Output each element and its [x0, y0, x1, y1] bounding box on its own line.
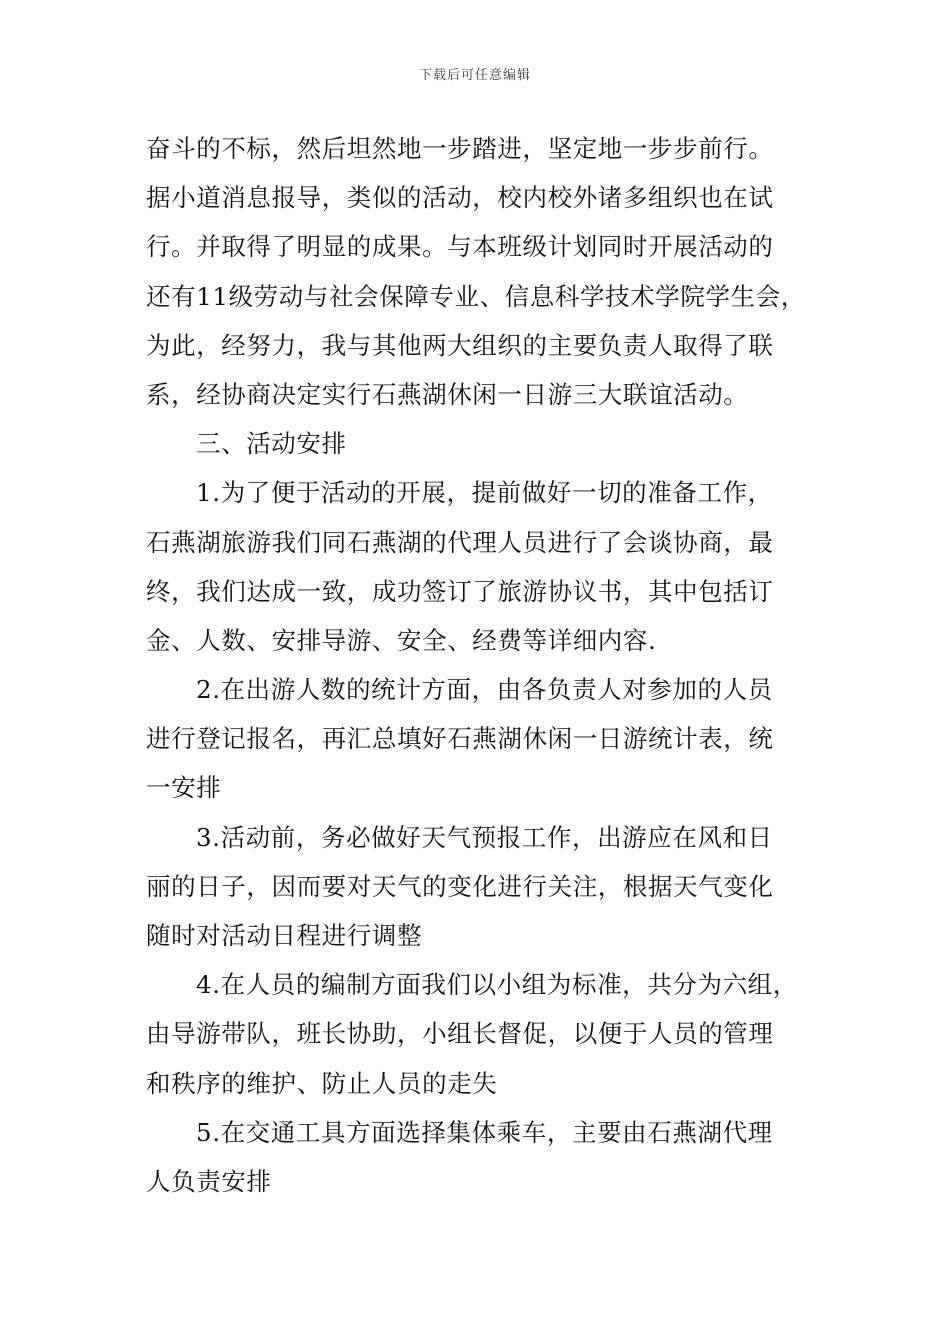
text-line: 进行登记报名，再汇总填好石燕湖休闲一日游统计表，统: [146, 724, 774, 754]
text-line: 系，经协商决定实行石燕湖休闲一日游三大联谊活动。: [146, 379, 749, 409]
text-line: 3.活动前，务必做好天气预报工作，出游应在风和日: [196, 822, 773, 852]
text-line: 还有11级劳动与社会保障专业、信息科学技术学院学生会，: [146, 281, 806, 311]
page-header: 下载后可任意编辑: [418, 68, 531, 83]
text-line: 2.在出游人数的统计方面，由各负责人对参加的人员: [196, 675, 773, 705]
text-line: 一安排: [146, 773, 222, 803]
text-line: 金、人数、安排导游、安全、经费等详细内容.: [146, 625, 657, 655]
text-line: 随时对活动日程进行调整: [146, 921, 423, 950]
text-line: 丽的日子，因而要对天气的变化进行关注，根据天气变化: [146, 871, 774, 901]
text-line: 石燕湖旅游我们同石燕湖的代理人员进行了会谈协商，最: [146, 527, 774, 557]
text-line: 人负责安排: [146, 1166, 272, 1196]
text-line: 行。并取得了明显的成果。与本班级计划同时开展活动的: [146, 232, 774, 262]
text-line: 5.在交通工具方面选择集体乘车，主要由石燕湖代理: [196, 1117, 773, 1147]
document-body: [146, 124, 810, 1206]
text-line: 为此，经努力，我与其他两大组织的主要负责人取得了联: [146, 330, 774, 360]
section-heading: 三、活动安排: [196, 429, 347, 459]
text-line: 由导游带队，班长协助，小组长督促，以便于人员的管理: [146, 1019, 774, 1049]
text-line: 和秩序的维护、防止人员的走失: [146, 1068, 498, 1098]
text-line: 4.在人员的编制方面我们以小组为标准，共分为六组，: [196, 970, 798, 1000]
text-line: 据小道消息报导，类似的活动，校内校外诸多组织也在试: [146, 183, 774, 213]
text-line: 终，我们达成一致，成功签订了旅游协议书，其中包括订: [146, 576, 774, 606]
text-line: 1.为了便于活动的开展，提前做好一切的准备工作，: [196, 478, 773, 508]
text-line: 奋斗的不标，然后坦然地一步踏进，坚定地一步步前行。: [146, 134, 774, 163]
